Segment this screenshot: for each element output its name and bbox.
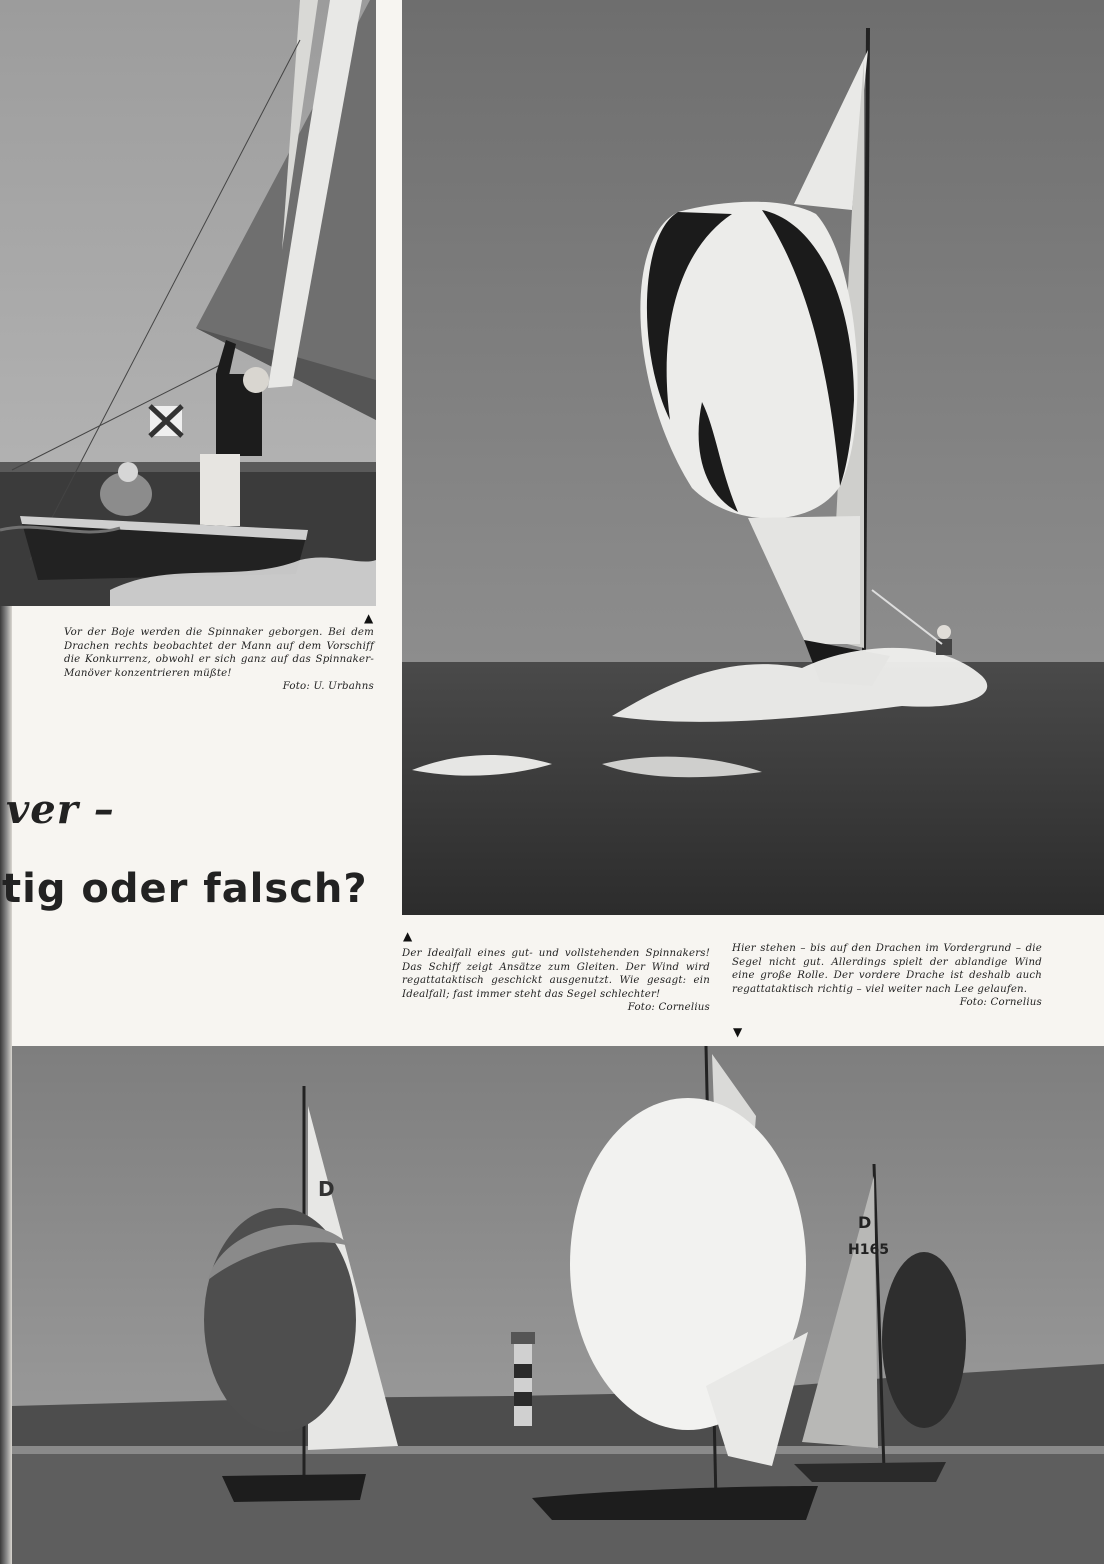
- photo-spinnaker-takedown: [0, 0, 376, 606]
- caption-center-marker: ▲: [403, 929, 413, 943]
- photo-regatta-fleet: [12, 1046, 1104, 1564]
- caption-left-credit: Foto: U. Urbahns: [282, 681, 374, 693]
- caption-right-credit: Foto: Cornelius: [959, 997, 1042, 1009]
- sail-marking-right-number: H165: [848, 1242, 889, 1258]
- caption-right-marker: ▼: [733, 1025, 743, 1039]
- caption-center-text: Der Idealfall eines gut- und vollstehenden Spinnakers! Das Schiff zeigt Ansätze zum Gleiten. Der Wind wird regattataktisch geschickt ausgenutzt. Wie gesagt: ein Idealfall; fast immer steht das Segel schlechter!: [402, 948, 710, 1000]
- headline-line-1: ver –: [6, 786, 115, 833]
- sail-marking-left-letter: D: [318, 1177, 335, 1201]
- caption-left-text: Vor der Boje werden die Spinnaker geborgen. Bei dem Drachen rechts beobachtet der Mann auf dem Vorschiff die Konkurrenz, obwohl er sich ganz auf das Spinnaker-Manöver konzentrieren müßte!: [64, 627, 374, 679]
- photo-ideal-spinnaker: [402, 0, 1104, 915]
- caption-right-text: Hier stehen – bis auf den Drachen im Vordergrund – die Segel nicht gut. Allerdings spielt der ablandige Wind eine große Rolle. Der vordere Drache ist deshalb auch regattataktisch richtig – viel weiter nach Lee gelaufen.: [732, 943, 1042, 995]
- caption-left-marker: ▲: [364, 611, 374, 625]
- headline-line-2: tig oder falsch?: [2, 866, 368, 912]
- caption-center-credit: Foto: Cornelius: [627, 1002, 710, 1014]
- caption-center: [402, 947, 710, 1015]
- sail-marking-right-letter: D: [858, 1213, 872, 1232]
- caption-right: [732, 942, 1042, 1010]
- caption-left: [64, 626, 374, 694]
